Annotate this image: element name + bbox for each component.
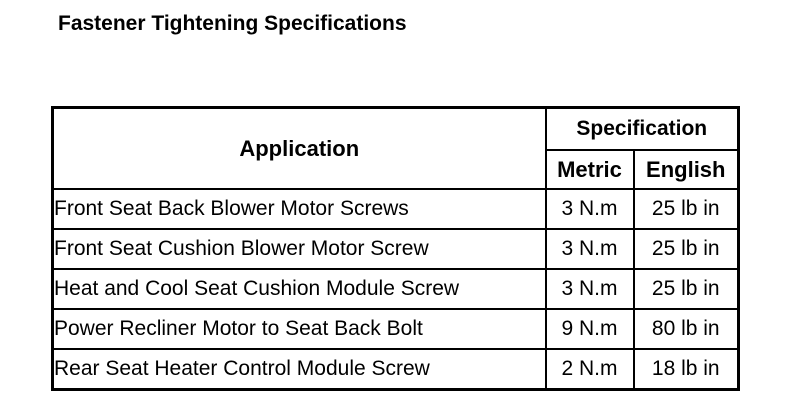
application-cell: Front Seat Cushion Blower Motor Screw	[53, 229, 546, 269]
metric-cell: 3 N.m	[546, 189, 634, 229]
metric-header: Metric	[546, 150, 634, 189]
english-cell: 25 lb in	[634, 269, 739, 309]
english-cell: 80 lb in	[634, 309, 739, 349]
table-row	[53, 349, 739, 390]
english-cell: 18 lb in	[634, 349, 739, 390]
metric-cell: 9 N.m	[546, 309, 634, 349]
fastener-spec-table	[51, 106, 740, 391]
metric-cell: 3 N.m	[546, 229, 634, 269]
application-cell: Power Recliner Motor to Seat Back Bolt	[53, 309, 546, 349]
metric-cell: 3 N.m	[546, 269, 634, 309]
metric-cell: 2 N.m	[546, 349, 634, 390]
table-row	[53, 309, 739, 349]
table-row	[53, 189, 739, 229]
english-cell: 25 lb in	[634, 229, 739, 269]
application-cell: Front Seat Back Blower Motor Screws	[53, 189, 546, 229]
english-cell: 25 lb in	[634, 189, 739, 229]
page-title: Fastener Tightening Specifications	[58, 12, 407, 35]
english-header: English	[634, 150, 739, 189]
specification-header: Specification	[546, 108, 739, 151]
application-cell: Rear Seat Heater Control Module Screw	[53, 349, 546, 390]
table-row	[53, 229, 739, 269]
application-header: Application	[53, 108, 546, 190]
table-row	[53, 269, 739, 309]
application-cell: Heat and Cool Seat Cushion Module Screw	[53, 269, 546, 309]
